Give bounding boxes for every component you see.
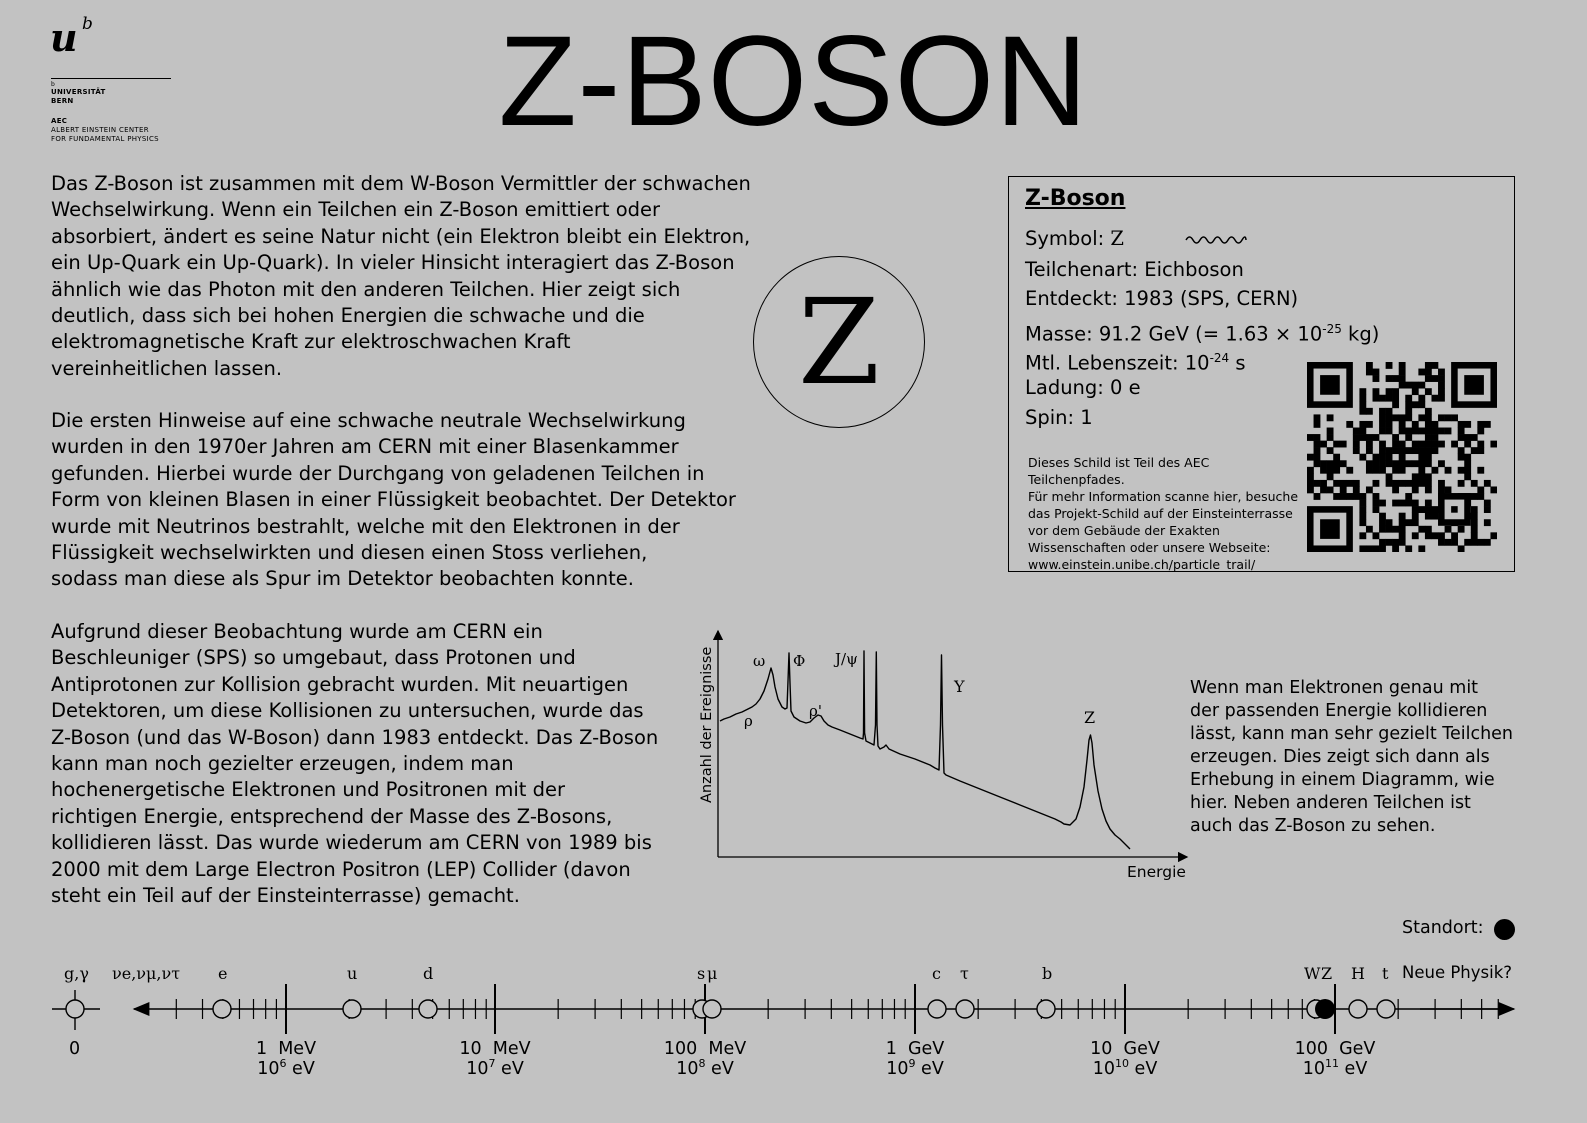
paragraph-discovery: Aufgrund dieser Beobachtung wurde am CERN ein Beschleuniger (SPS) so umgebaut, dass Protonen und Antiprotonen zur Kollision gebracht wurden. Mit neuartigen Detektoren, um diese Kollisionen zu untersuchen, wurde das Z-Boson (und das W-Boson) dann 1983 entdeckt. Das Z-Boson kann man noch gezielter erzeugen, indem man hochenergetische Elektronen und Positronen mit der richtigen Energie, entsprechend der Masse des Z-Bosons, kollidieren lässt. Das wurde wiederum am CERN von 1989 bis 2000 mit dem Large Electron Positron (LEP) Collider (davon steht ein Teil auf der Einsteinterrasse) gemacht. [51,620,659,908]
decade-ev-10mev: $10^7$ eV [466,1057,524,1079]
peak-label-phi: Φ [793,652,806,670]
particle-label-z: Z [1321,964,1333,983]
logo-u: u [50,15,78,60]
info-mass-suffix: kg) [1341,322,1380,346]
info-spin: Spin: 1 [1025,406,1093,429]
particle-label-tau: τ [960,964,969,983]
info-lifetime-prefix: Mtl. Lebenszeit: 10 [1025,351,1210,375]
info-type: Teilchenart: Eichboson [1025,258,1244,281]
particle-marker-muon [703,1000,721,1018]
particle-marker-electron [213,1000,231,1018]
decade-ev-1gev: $10^9$ eV [886,1057,944,1079]
decade-label-100gev: 100 GeV [1294,1039,1376,1059]
info-lifetime-suffix: s [1229,351,1246,375]
info-mass-exp: -25 [1322,322,1342,336]
new-physics-label: Neue Physik? [1402,963,1513,982]
particle-label-charm: c [932,964,941,983]
particle-marker-higgs [1349,1000,1367,1018]
particle-label-muon: μ [707,964,718,983]
particle-marker-down [419,1000,437,1018]
info-title: Z-Boson [1025,186,1126,211]
decade-ev-100gev: $10^{11}$ eV [1302,1057,1368,1079]
logo-aec: AEC [51,117,68,125]
decade-label-1gev: 1 GeV [885,1039,945,1059]
peak-label-omega: ω [753,652,766,670]
decade-ev-100mev: $10^8$ eV [676,1057,734,1079]
particle-label-w: W [1304,964,1321,983]
logo-b: b [82,14,93,34]
logo-universitaet: UNIVERSITÄT [51,88,106,96]
particle-label-strange: s [697,964,706,983]
qr-code-icon[interactable] [1307,362,1497,552]
energy-scale [0,950,1587,1120]
logo-center-line1: ALBERT EINSTEIN CENTER [51,126,149,134]
particle-marker-up [343,1000,361,1018]
decade-label-1mev: 1 MeV [255,1039,317,1059]
location-marker-icon [1494,919,1515,940]
particle-label-higgs: H [1351,964,1365,983]
spectrum-caption: Wenn man Elektronen genau mit der passenden Energie kollidieren lässt, kann man sehr gezielt Teilchen erzeugen. Dies zeigt sich dann als Erhebung in einem Diagramm, wie hier. Neben anderen Teilchen ist auch das Z-Boson zu sehen. [1190,678,1514,836]
peak-label-z: Z [1084,708,1096,727]
info-footnote: Dieses Schild ist Teil des AEC Teilchenpfades. Für mehr Information scanne hier, besuche das Projekt-Schild auf der Einsteinterrasse vor dem Gebäude der Exakten Wissenschaften oder unsere Webseite: www.einstein.unibe.ch/particle_trail/ [1028,455,1299,572]
paragraph-history: Die ersten Hinweise auf eine schwache neutrale Wechselwirkung wurden in den 1970er Jahren am CERN mit einer Blasenkammer gefunden. Hierbei wurde der Durchgang von geladenen Teilchen in Form von kleinen Blasen in einer Flüssigkeit beobachtet. Der Detektor wurde mit Neutrinos bestrahlt, welche mit den Elektronen in der Flüssigkeit wechselwirkten und diesen einen Stoss verliehen, sodass man diese als Spur im Detektor beobachten konnte. [51,409,736,591]
info-lifetime [1025,346,1246,376]
info-symbol-label: Symbol: [1025,227,1111,250]
info-lifetime-exp: -24 [1209,351,1230,365]
particle-label-top: t [1382,964,1389,983]
particle-label-neutrinos: νe,νμ,ντ [112,964,181,983]
scale-zero-label: 0 [69,1039,81,1059]
logo-small-b: b [51,81,56,88]
page-title: Z-BOSON [498,10,1089,153]
decade-label-10gev: 10 GeV [1090,1039,1160,1059]
particle-marker-photon-gluon [66,1000,84,1018]
info-mass [1025,317,1379,347]
spectrum-curve [720,651,1130,849]
peak-label-rho: ρ [744,712,753,730]
peak-label-rho-prime: ρ' [809,702,822,720]
location-label: Standort: [1402,918,1484,938]
spectrum-y-label: Anzahl der Ereignisse [699,646,715,803]
paragraph-intro: Das Z-Boson ist zusammen mit dem W-Boson Vermittler der schwachen Wechselwirkung. Wenn ein Teilchen ein Z-Boson emittiert oder absorbiert, ändert es seine Natur nicht (ein Elektron bleibt ein Elektron, ein Up-Quark ein Up-Quark). In vieler Hinsicht interagiert das Z-Boson ähnlich wie das Photon mit den anderen Teilchen. Hier zeigt sich deutlich, dass sich bei hohen Energien die schwache und die elektromagnetische Kraft zur elektroschwachen Kraft vereinheitlichen lassen. [51,172,751,380]
particle-label-down: d [423,964,434,983]
particle-label-bottom: b [1042,964,1053,983]
particle-label-electron: e [218,964,228,983]
particle-marker-charm [928,1000,946,1018]
particle-marker-z-current [1315,999,1335,1019]
decade-label-10mev: 10 MeV [459,1039,531,1059]
spectrum-x-label: Energie [1127,863,1186,881]
info-charge: Ladung: 0 e [1025,376,1141,399]
wavy-line-icon [1184,233,1248,247]
particle-marker-top [1377,1000,1395,1018]
logo-center-line2: FOR FUNDAMENTAL PHYSICS [51,135,159,143]
info-symbol-value: Z [1110,227,1124,250]
spectrum-diagram [690,625,1195,890]
symbol-letter: Z [798,273,880,411]
info-mass-prefix: Masse: 91.2 GeV (= 1.63 × 10 [1025,322,1323,346]
particle-marker-tau [956,1000,974,1018]
particle-label-up: u [347,964,358,983]
logo-bern: BERN [51,97,74,105]
info-symbol [1025,227,1248,251]
decade-label-100mev: 100 MeV [663,1039,747,1059]
peak-label-jpsi: J/ψ [835,650,858,668]
info-discovered: Entdeckt: 1983 (SPS, CERN) [1025,287,1299,310]
particle-marker-bottom [1037,1000,1055,1018]
decade-ev-10gev: $10^{10}$ eV [1092,1057,1158,1079]
peak-label-upsilon: Υ [954,677,965,696]
decade-ev-1mev: $10^6$ eV [257,1057,315,1079]
particle-label-photon-gluon: g,γ [64,964,89,983]
